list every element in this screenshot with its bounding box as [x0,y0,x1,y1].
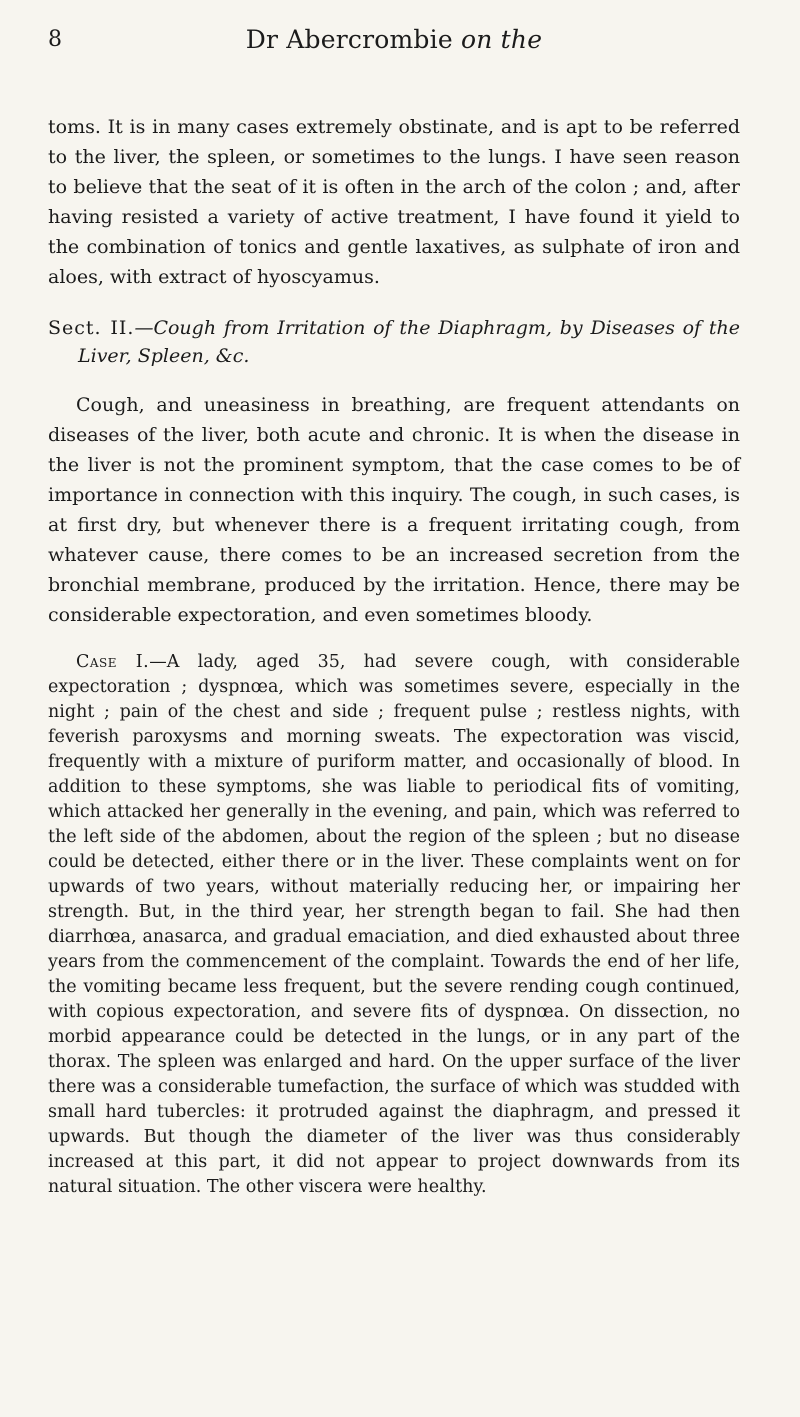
running-head [246,25,542,62]
running-head-author: Dr Abercrombie [245,25,453,54]
case-text: —A lady, aged 35, had severe cough, with considerable expectoration ; dyspnœa, which was sometimes severe, especially in the night ; pain of the chest and side ; frequent pulse ; restless nights, with feverish paroxysms and morning sweats. The expectoration was viscid, frequently with a mixture of puriform matter, and occasionally of blood. In addition to these symptoms, she was liable to periodical fits of vomiting, which attacked her generally in the evening, and pain, which was referred to the left side of the abdomen, about the region of the spleen ; but no disease could be detected, either there or in the liver. These complaints went on for upwards of two years, without materially reducing her, or impairing her strength. But, in the third year, her strength began to fail. She had then diarrhœa, anasarca, and gradual emaciation, and died exhausted about three years from the commencement of the complaint. Towards the end of her life, the vomiting became less frequent, but the severe rending cough continued, with copious expectoration, and severe fits of dyspnœa. On dissection, no morbid appearance could be detected in the lungs, or in any part of the thorax. The spleen was enlarged and hard. On the upper surface of the liver there was a considerable tumefaction, the surface of which was studded with small hard tubercles: it protruded against the diaphragm, and pressed it upwards. But though the diameter of the liver was thus considerably increased at this part, it did not appear to project downwards from its natural situation. The other viscera were healthy. [48,652,741,1197]
section-label: Sect. II. [48,317,135,339]
section-title: —Cough from Irritation of the Diaphragm, by Diseases of the Liver, Spleen, &c. [78,317,740,367]
section-heading [48,314,740,370]
paragraph-continuation: toms. It is in many cases extremely obstinate, and is apt to be referred to the liver, the spleen, or sometimes to the lungs. I have seen reason to believe that the seat of it is often in the arch of the colon ; and, after having resisted a variety of active treatment, I have found it yield to the combination of tonics and gentle laxatives, as sulphate of iron and aloes, with extract of hyoscyamus. [48,116,740,288]
case-paragraph [48,650,740,1200]
case-label: Case I. [76,652,150,672]
page-header [48,0,740,62]
paragraph-cough-liver: Cough, and uneasiness in breathing, are frequent attendants on diseases of the liver, both acute and chronic. It is when the disease in the liver is not the prominent symptom, that the case comes to be of importance in connection with this inquiry. The cough, in such cases, is at first dry, but whenever there is a frequent irritating cough, from whatever cause, there comes to be an increased secretion from the bronchial membrane, produced by the irritation. Hence, there may be considerable expectoration, and even sometimes bloody. [48,394,740,626]
running-head-italic: on the [460,25,543,54]
body-text [48,112,740,1200]
page-number: 8 [48,27,62,52]
